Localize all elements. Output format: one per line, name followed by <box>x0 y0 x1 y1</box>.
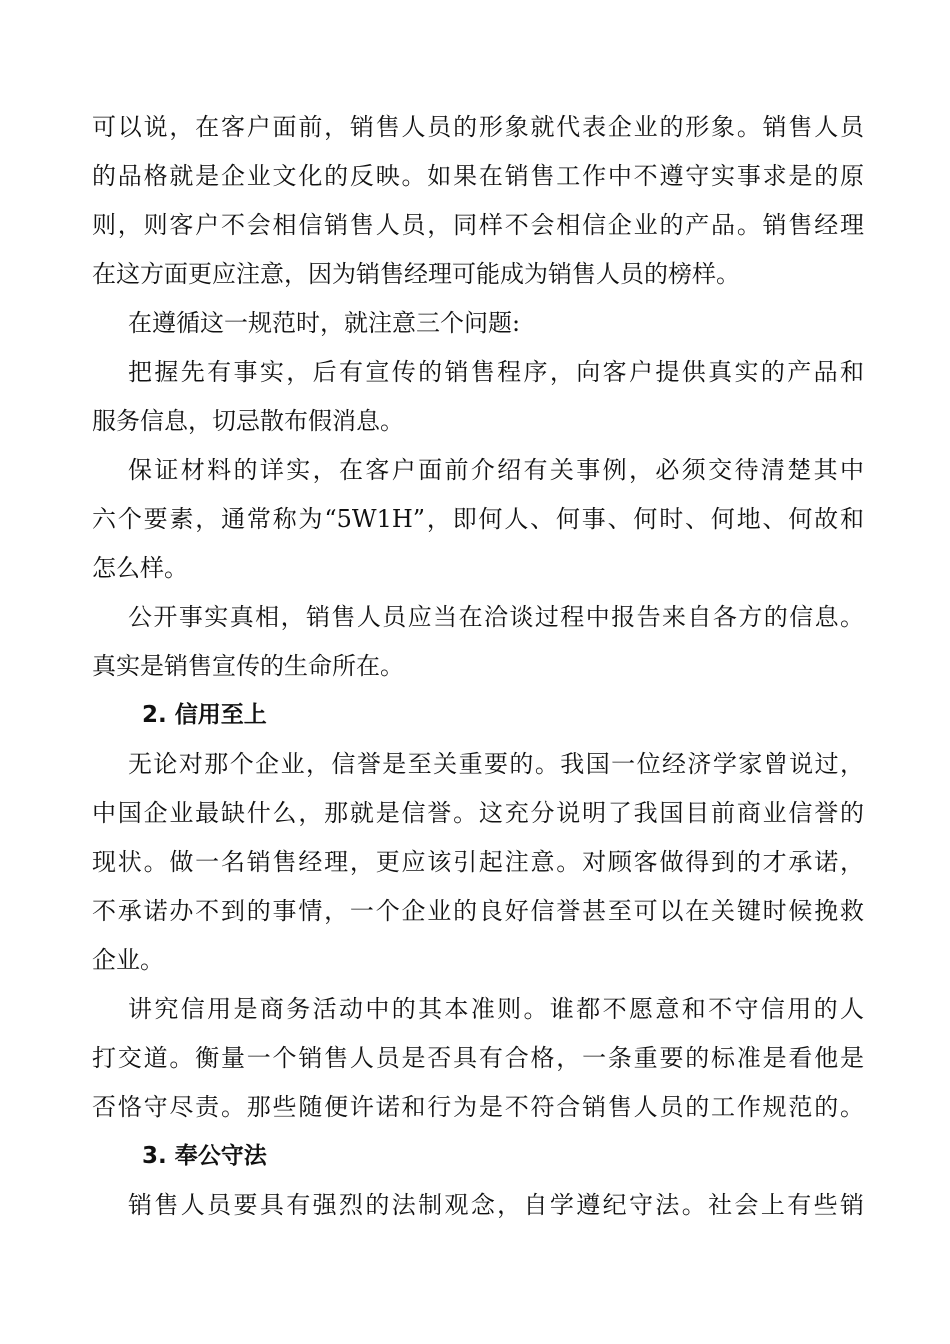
paragraph-line: 在这方面更应注意，因为销售经理可能成为销售人员的榜样。 <box>92 260 740 288</box>
paragraph-line: 可以说，在客户面前，销售人员的形象就代表企业的形象。销售人员 <box>92 113 864 141</box>
document-body <box>92 103 864 1230</box>
paragraph-line: 无论对那个企业，信誉是至关重要的。我国一位经济学家曾说过， <box>128 750 864 778</box>
paragraph-line: 六个要素，通常称为“5W1H”，即何人、何事、何时、何地、何故和 <box>92 505 864 533</box>
paragraph-line: 企业。 <box>92 946 164 974</box>
section-heading-law: 3. 奉公守法 <box>142 1143 267 1169</box>
paragraph-line: 讲究信用是商务活动中的其本准则。谁都不愿意和不守信用的人 <box>128 995 864 1023</box>
paragraph-line: 打交道。衡量一个销售人员是否具有合格，一条重要的标准是看他是 <box>92 1044 864 1072</box>
paragraph-line: 公开事实真相，销售人员应当在洽谈过程中报告来自各方的信息。 <box>128 603 864 631</box>
paragraph-line: 真实是销售宣传的生命所在。 <box>92 652 404 680</box>
paragraph-line: 现状。做一名销售经理，更应该引起注意。对顾客做得到的才承诺， <box>92 848 864 876</box>
paragraph-line: 否恪守尽责。那些随便许诺和行为是不符合销售人员的工作规范的。 <box>92 1093 864 1121</box>
paragraph-line: 保证材料的详实，在客户面前介绍有关事例，必须交待清楚其中 <box>128 456 864 484</box>
paragraph-line: 中国企业最缺什么，那就是信誉。这充分说明了我国目前商业信誉的 <box>92 799 864 827</box>
paragraph-line: 的品格就是企业文化的反映。如果在销售工作中不遵守实事求是的原 <box>92 162 864 190</box>
paragraph-line: 怎么样。 <box>92 554 188 582</box>
paragraph-line: 不承诺办不到的事情，一个企业的良好信誉甚至可以在关键时候挽救 <box>92 897 864 925</box>
section-heading-credit: 2. 信用至上 <box>142 702 267 728</box>
paragraph-line: 销售人员要具有强烈的法制观念，自学遵纪守法。社会上有些销 <box>128 1191 864 1219</box>
paragraph-line: 服务信息，切忌散布假消息。 <box>92 407 404 435</box>
paragraph-line: 把握先有事实，后有宣传的销售程序，向客户提供真实的产品和 <box>128 358 864 386</box>
paragraph-line: 则，则客户不会相信销售人员，同样不会相信企业的产品。销售经理 <box>92 211 864 239</box>
paragraph-line: 在遵循这一规范时，就注意三个问题: <box>128 309 521 337</box>
